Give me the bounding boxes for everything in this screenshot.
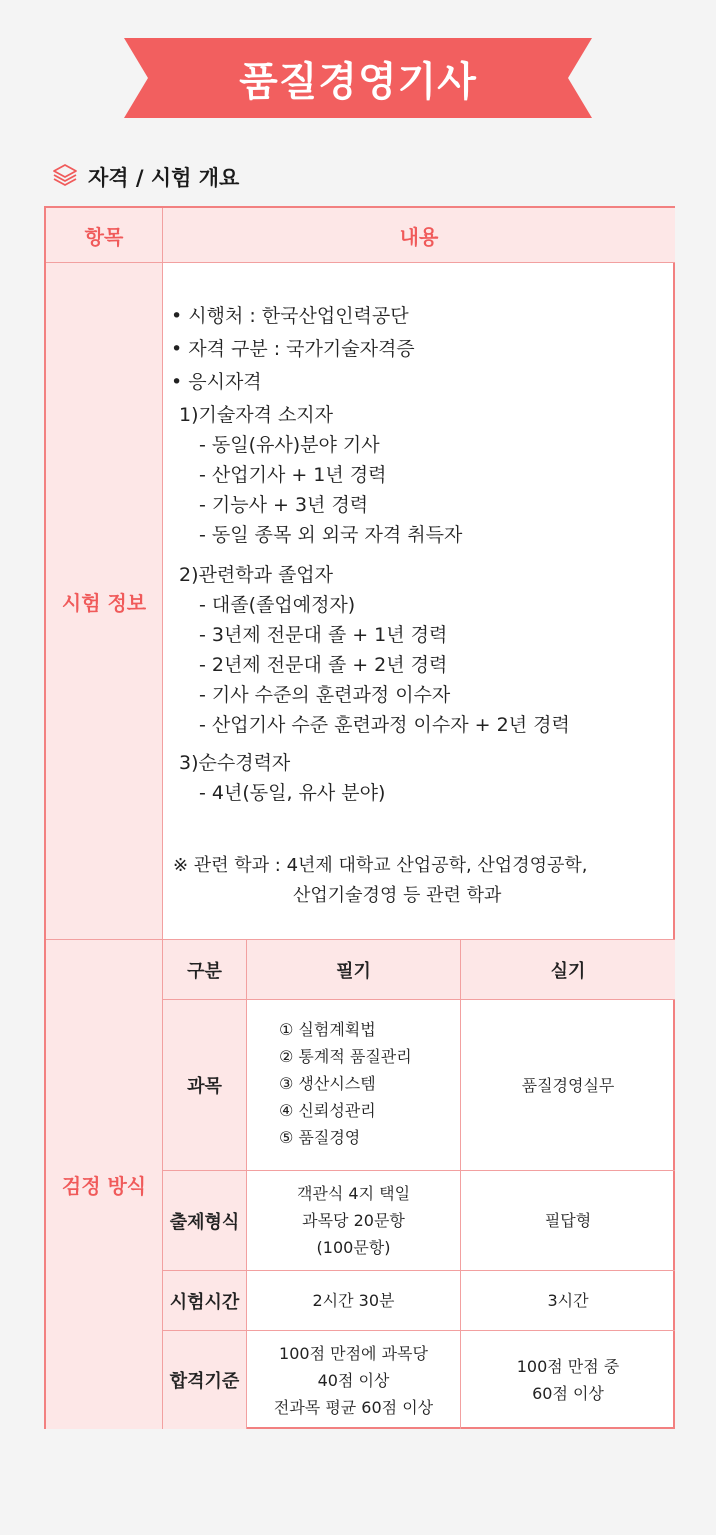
subject-item: ② 통계적 품질관리 <box>279 1047 412 1066</box>
practical-subject: 품질경영실무 <box>521 1075 615 1095</box>
pass-line: 100점 만점 중 <box>516 1357 620 1376</box>
subject-item: ① 실험계획법 <box>279 1020 376 1039</box>
subject-item: ④ 신뢰성관리 <box>279 1101 376 1120</box>
duration-practical <box>461 1271 675 1331</box>
info-line: • 시행처 : 한국산업인력공단 <box>171 305 409 327</box>
info-line: - 2년제 전문대 졸 + 2년 경력 <box>199 654 448 676</box>
duration-value: 2시간 30분 <box>312 1291 395 1310</box>
header-item: 항목 <box>46 208 163 263</box>
info-line: - 기사 수준의 훈련과정 이수자 <box>199 684 451 706</box>
info-line: - 대졸(졸업예정자) <box>199 594 356 616</box>
pass-line: 전과목 평균 60점 이상 <box>273 1397 434 1417</box>
info-line: - 산업기사 + 1년 경력 <box>199 464 387 486</box>
info-line: • 자격 구분 : 국가기술자격증 <box>171 338 415 360</box>
info-line: 2)관련학과 졸업자 <box>179 564 334 586</box>
info-line: 3)순수경력자 <box>179 752 291 774</box>
layers-icon <box>52 162 78 192</box>
section-title: 자격 / 시험 개요 <box>88 166 240 190</box>
format-line: 필답형 <box>544 1211 592 1230</box>
exam-info-content <box>163 263 675 940</box>
subject-item: ⑤ 품질경영 <box>279 1128 361 1147</box>
info-line: 1)기술자격 소지자 <box>179 404 334 426</box>
overview-table <box>44 206 675 1429</box>
method-header-category: 구분 <box>163 940 247 1000</box>
method-label: 검정 방식 <box>46 940 163 1429</box>
pass-line: 100점 만점에 과목당 <box>279 1343 428 1363</box>
method-header-written: 필기 <box>247 940 461 1000</box>
section-heading <box>52 160 239 194</box>
pass-practical <box>461 1331 675 1429</box>
subject-item: ③ 생산시스템 <box>279 1074 376 1093</box>
format-line: 객관식 4지 택일 <box>296 1184 411 1203</box>
pass-written <box>247 1331 461 1429</box>
note-line: 산업기술경영 등 관련 학과 <box>293 885 502 906</box>
duration-written <box>247 1271 461 1331</box>
info-line: - 3년제 전문대 졸 + 1년 경력 <box>199 624 448 646</box>
info-line: • 응시자격 <box>171 371 262 393</box>
exam-info-label: 시험 정보 <box>46 263 163 940</box>
info-line: - 동일(유사)분야 기사 <box>199 434 380 456</box>
info-line: - 산업기사 수준 훈련과정 이수자 + 2년 경력 <box>199 714 570 736</box>
subjects-practical <box>461 1000 675 1171</box>
row-label-subjects: 과목 <box>163 1000 247 1171</box>
header-content: 내용 <box>163 208 675 263</box>
subjects-written <box>247 1000 461 1171</box>
page-title: 품질경영기사 <box>239 58 477 105</box>
duration-value: 3시간 <box>547 1291 589 1310</box>
format-line: (100문항) <box>316 1238 391 1257</box>
pass-line: 60점 이상 <box>532 1384 604 1403</box>
note-line: ※ 관련 학과 : 4년제 대학교 산업공학, 산업경영공학, <box>173 855 588 876</box>
row-label-duration: 시험시간 <box>163 1271 247 1331</box>
format-line: 과목당 20문항 <box>302 1211 405 1230</box>
method-header-practical: 실기 <box>461 940 675 1000</box>
title-banner <box>124 38 592 118</box>
info-line: - 기능사 + 3년 경력 <box>199 494 369 516</box>
info-line: - 4년(동일, 유사 분야) <box>199 782 386 804</box>
format-practical <box>461 1171 675 1271</box>
row-label-format: 출제형식 <box>163 1171 247 1271</box>
info-line: - 동일 종목 외 외국 자격 취득자 <box>199 524 463 546</box>
format-written <box>247 1171 461 1271</box>
row-label-pass-criteria: 합격기준 <box>163 1331 247 1429</box>
pass-line: 40점 이상 <box>317 1370 390 1390</box>
